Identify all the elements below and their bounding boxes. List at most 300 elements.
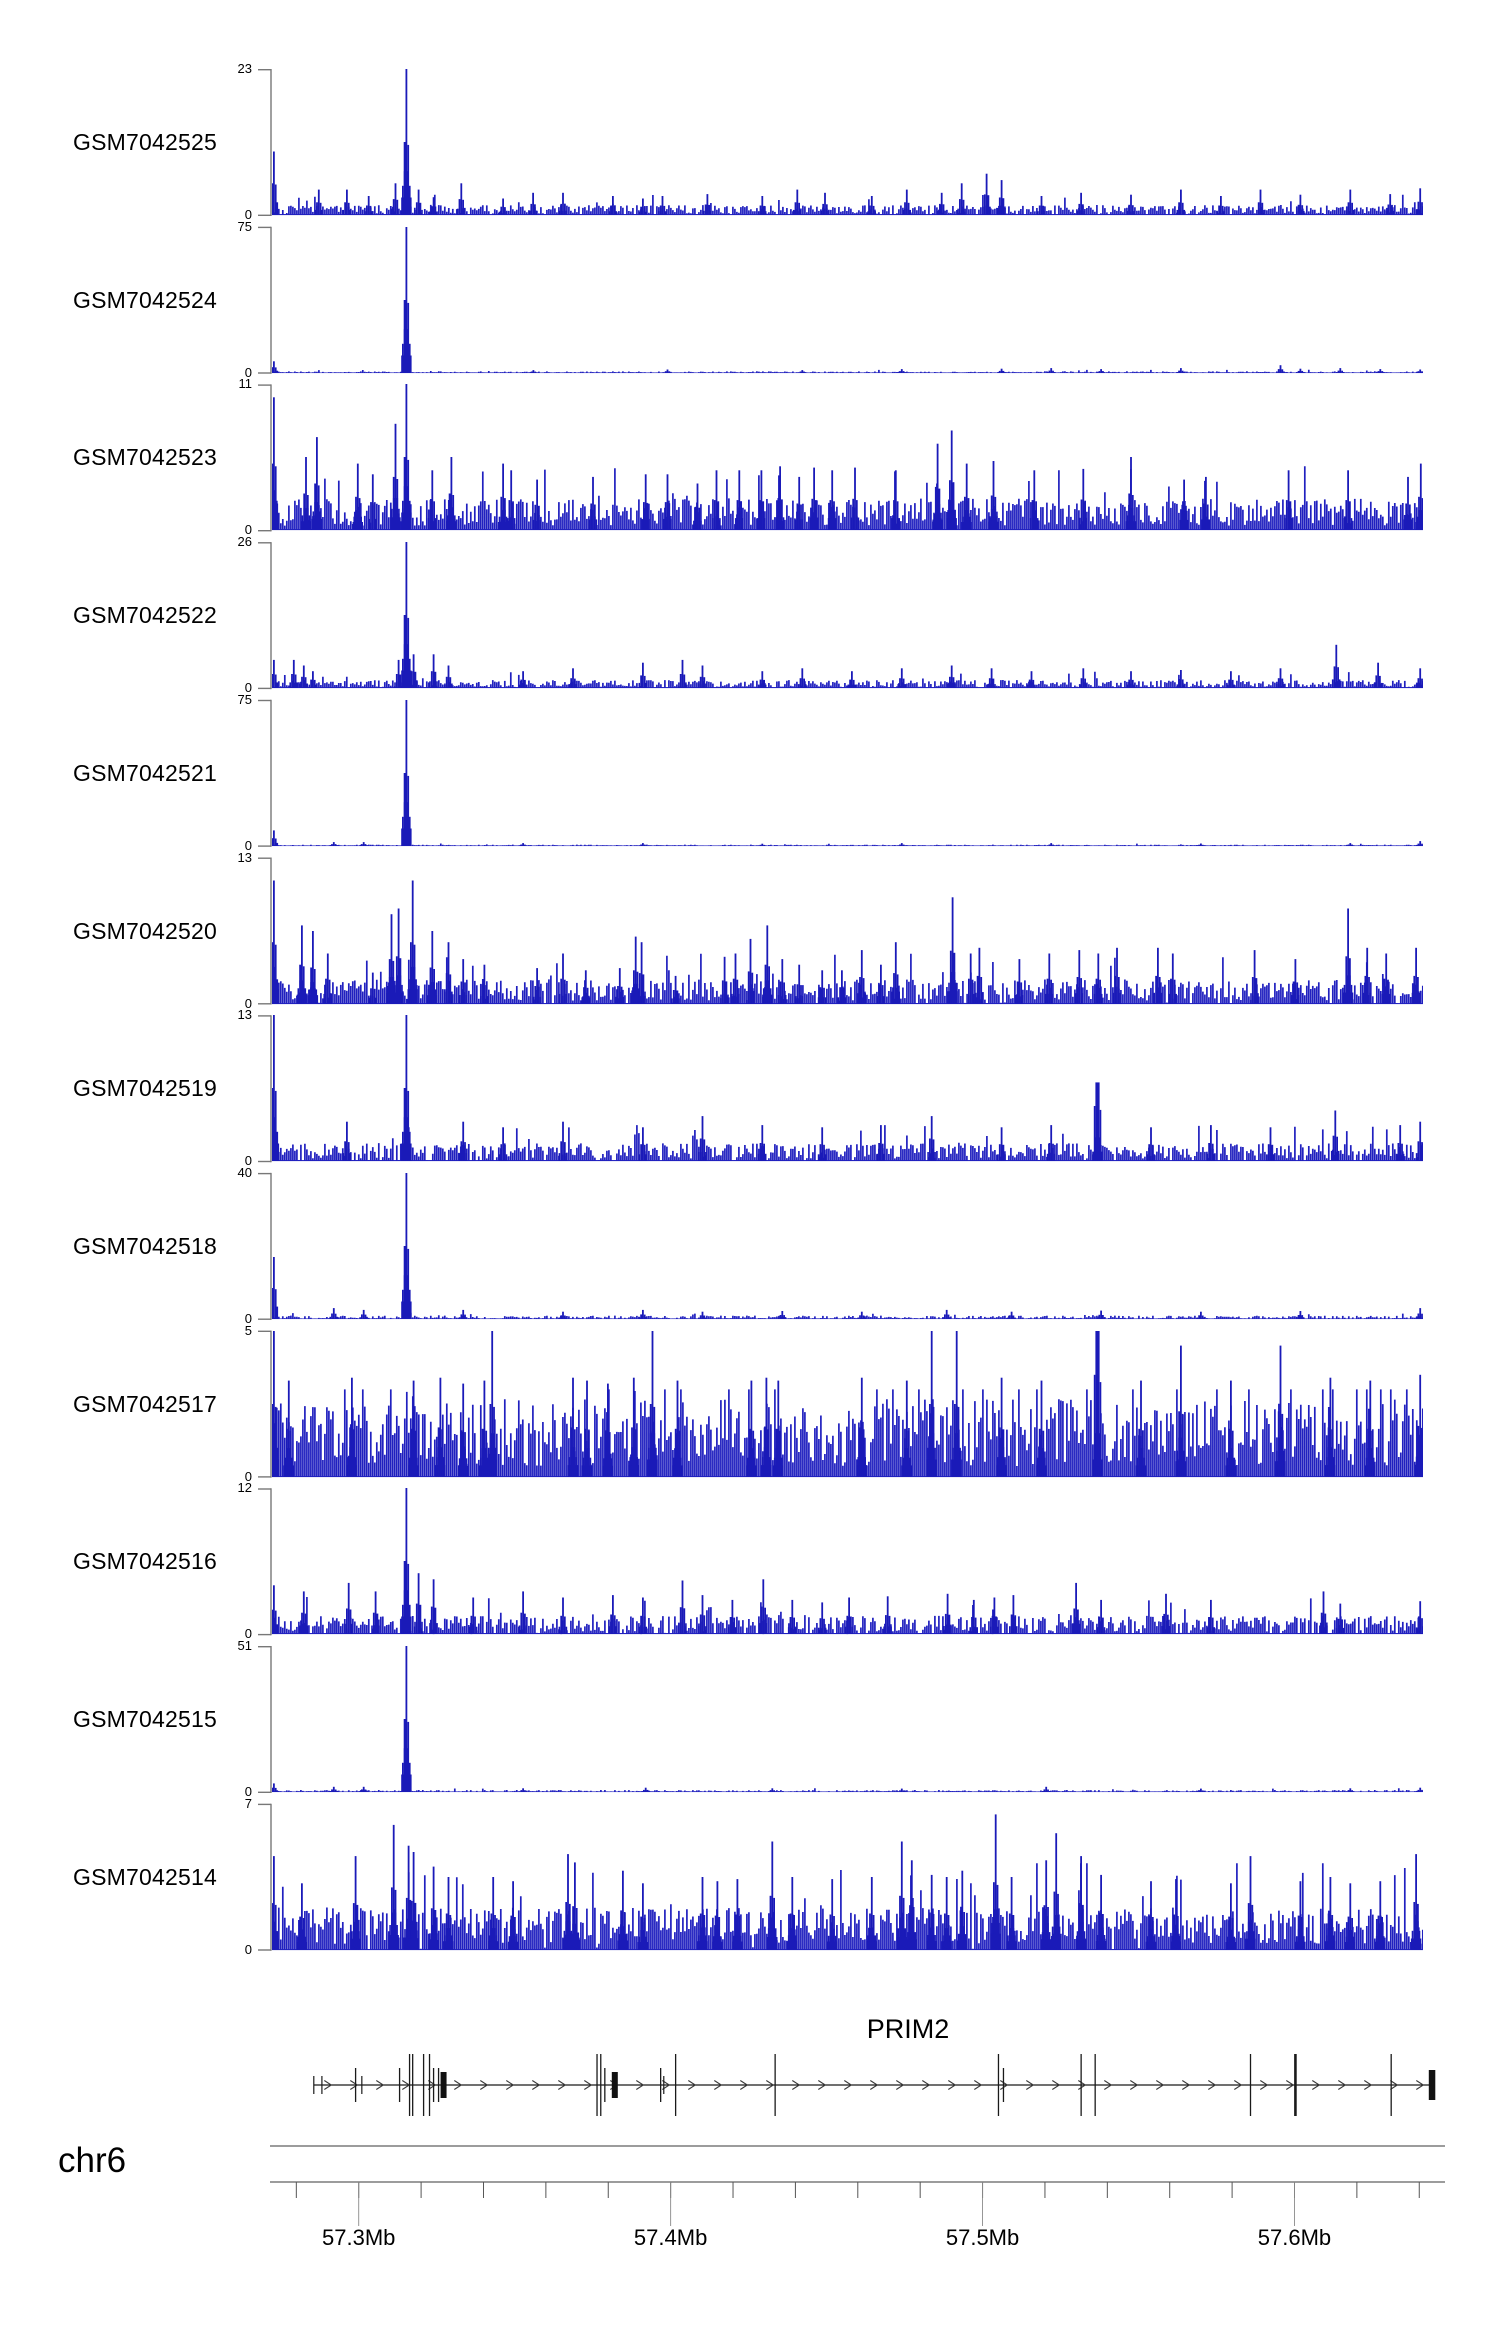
signal-peak bbox=[511, 1929, 516, 1950]
signal-peak bbox=[420, 1605, 422, 1634]
signal-peak bbox=[560, 978, 562, 1003]
signal-peak bbox=[1079, 1624, 1081, 1634]
signal-peak bbox=[720, 994, 722, 1003]
signal-peak bbox=[867, 211, 869, 215]
signal-peak bbox=[464, 982, 466, 1004]
gene-exon-box bbox=[1429, 2070, 1436, 2100]
signal-peak bbox=[277, 1625, 279, 1635]
signal-peak bbox=[1204, 845, 1206, 846]
signal-peak bbox=[929, 1927, 934, 1950]
signal-peak bbox=[761, 843, 763, 845]
signal-peak bbox=[861, 1312, 863, 1319]
signal-peak bbox=[520, 1613, 522, 1634]
signal-peak bbox=[364, 211, 366, 215]
signal-peak bbox=[365, 1314, 367, 1318]
signal-peak bbox=[783, 982, 785, 1004]
signal-peak bbox=[642, 199, 644, 216]
signal-peak bbox=[524, 844, 526, 845]
signal-peak bbox=[275, 185, 277, 216]
signal-peak bbox=[372, 972, 374, 1003]
signal-peak bbox=[581, 997, 583, 1004]
signal-peak bbox=[703, 1315, 705, 1319]
signal-peak bbox=[1290, 502, 1292, 531]
signal-peak bbox=[843, 987, 845, 1003]
signal-peak bbox=[1278, 678, 1280, 688]
signal-peak bbox=[663, 206, 665, 215]
signal-peak bbox=[658, 211, 660, 215]
signal-peak bbox=[363, 1310, 365, 1319]
signal-peak bbox=[1200, 1789, 1202, 1792]
signal-peak bbox=[703, 1140, 705, 1162]
signal-peak bbox=[781, 959, 783, 1004]
signal-peak bbox=[647, 504, 649, 531]
signal-peak bbox=[798, 203, 800, 215]
signal-peak bbox=[764, 518, 766, 530]
signal-peak bbox=[1034, 685, 1036, 688]
signal-peak bbox=[1102, 1315, 1104, 1319]
signal-peak bbox=[878, 984, 880, 1004]
signal-peak bbox=[1075, 1583, 1077, 1634]
signal-peak bbox=[766, 1623, 768, 1634]
signal-peak bbox=[877, 1154, 879, 1161]
signal-peak bbox=[1328, 1447, 1333, 1477]
signal-peak bbox=[1419, 1788, 1421, 1792]
signal-peak bbox=[1080, 193, 1082, 215]
signal-peak bbox=[1339, 368, 1341, 373]
signal-peak bbox=[370, 988, 372, 1004]
signal-peak bbox=[1182, 370, 1184, 372]
signal-peak bbox=[1416, 1791, 1418, 1792]
signal-peak bbox=[1328, 1928, 1333, 1950]
signal-peak bbox=[908, 203, 910, 215]
signal-peak bbox=[562, 193, 564, 215]
signal-peak bbox=[796, 190, 798, 215]
signal-peak bbox=[640, 1930, 645, 1950]
signal-peak bbox=[532, 193, 534, 215]
signal-peak bbox=[821, 211, 823, 215]
signal-peak bbox=[348, 1142, 350, 1161]
signal-peak bbox=[336, 1791, 338, 1792]
signal-peak bbox=[526, 1791, 528, 1792]
signal-peak bbox=[685, 1624, 687, 1635]
signal-peak bbox=[893, 973, 895, 1004]
signal-peak bbox=[1386, 211, 1388, 215]
signal-peak bbox=[1388, 205, 1390, 216]
signal-peak bbox=[1389, 194, 1391, 215]
signal-peak bbox=[1351, 1790, 1353, 1792]
signal-peak bbox=[1016, 1626, 1018, 1634]
signal-peak bbox=[891, 518, 893, 530]
signal-peak bbox=[897, 372, 899, 373]
signal-peak bbox=[1334, 666, 1336, 688]
signal-peak bbox=[740, 502, 742, 531]
signal-peak bbox=[371, 211, 373, 215]
signal-peak bbox=[779, 467, 781, 531]
signal-peak bbox=[683, 675, 685, 689]
signal-peak bbox=[793, 210, 795, 215]
signal-peak bbox=[764, 1608, 766, 1634]
signal-peak bbox=[929, 1139, 931, 1162]
signal-peak bbox=[1132, 680, 1134, 688]
signal-peak bbox=[1343, 1628, 1345, 1634]
signal-peak bbox=[1351, 203, 1353, 215]
signal-peak bbox=[1349, 502, 1351, 531]
signal-peak bbox=[821, 1603, 823, 1635]
signal-peak bbox=[536, 211, 538, 215]
signal-peak bbox=[858, 518, 860, 531]
signal-peak bbox=[368, 997, 370, 1003]
signal-peak bbox=[1349, 843, 1351, 846]
signal-peak bbox=[1353, 845, 1355, 846]
signal-peak bbox=[1100, 1310, 1102, 1318]
signal-peak bbox=[639, 845, 641, 846]
signal-peak bbox=[464, 209, 466, 215]
signal-peak bbox=[765, 1154, 767, 1161]
signal-peak bbox=[703, 1616, 705, 1635]
signal-peak bbox=[909, 1923, 914, 1950]
y-axis-zero-label: 0 bbox=[244, 207, 252, 222]
track-label: GSM7042514 bbox=[73, 1863, 217, 1890]
signal-peak bbox=[678, 1624, 680, 1635]
signal-peak bbox=[1208, 1617, 1210, 1634]
signal-peak bbox=[817, 518, 819, 531]
signal-peak bbox=[314, 680, 316, 688]
signal-peak bbox=[645, 1788, 647, 1792]
track-label: GSM7042523 bbox=[73, 444, 217, 471]
signal-peak bbox=[795, 996, 797, 1004]
signal-peak bbox=[947, 684, 949, 689]
y-axis-bracket bbox=[258, 1488, 271, 1635]
signal-peak bbox=[762, 1580, 764, 1635]
signal-peak bbox=[1009, 1928, 1014, 1950]
signal-peak bbox=[737, 500, 739, 530]
signal-peak bbox=[1044, 1923, 1049, 1950]
signal-peak bbox=[970, 953, 972, 1004]
signal-peak bbox=[803, 679, 805, 688]
signal-peak bbox=[435, 672, 437, 688]
signal-peak bbox=[982, 992, 984, 1003]
signal-peak bbox=[848, 685, 850, 688]
signal-peak bbox=[1405, 504, 1407, 531]
signal-peak bbox=[1204, 1791, 1206, 1792]
signal-peak bbox=[641, 942, 643, 1004]
signal-peak bbox=[1418, 1446, 1423, 1477]
signal-peak bbox=[560, 204, 562, 215]
signal-peak bbox=[305, 677, 307, 688]
signal-peak bbox=[1197, 845, 1199, 846]
signal-peak bbox=[277, 370, 279, 372]
signal-peak bbox=[273, 152, 275, 216]
signal-peak bbox=[780, 981, 782, 1004]
signal-peak bbox=[947, 1594, 949, 1634]
signal-peak bbox=[1004, 208, 1006, 215]
signal-peak bbox=[560, 1141, 562, 1161]
signal-peak bbox=[639, 1154, 641, 1161]
y-axis-bracket bbox=[258, 1173, 271, 1320]
signal-peak bbox=[1084, 211, 1086, 215]
signal-peak bbox=[1210, 1125, 1212, 1161]
signal-peak bbox=[413, 654, 415, 688]
signal-peak bbox=[312, 671, 314, 688]
signal-peak bbox=[348, 1583, 350, 1634]
signal-peak bbox=[346, 1609, 348, 1635]
signal-peak bbox=[540, 996, 542, 1003]
signal-peak bbox=[1042, 206, 1044, 215]
signal-peak bbox=[645, 475, 647, 531]
signal-peak bbox=[504, 207, 506, 215]
signal-peak bbox=[576, 684, 578, 688]
signal-peak bbox=[1258, 202, 1260, 215]
signal-peak bbox=[821, 1127, 823, 1161]
signal-peak bbox=[1419, 1601, 1421, 1634]
signal-peak bbox=[783, 518, 785, 531]
signal-peak bbox=[639, 683, 641, 688]
y-axis-max-label: 23 bbox=[237, 61, 252, 76]
signal-peak bbox=[939, 204, 941, 215]
signal-peak bbox=[1032, 500, 1034, 530]
signal-peak bbox=[642, 663, 644, 688]
signal-peak bbox=[1004, 1154, 1006, 1161]
signal-peak bbox=[1001, 1127, 1003, 1161]
signal-peak bbox=[431, 671, 433, 688]
signal-peak bbox=[1027, 685, 1029, 688]
y-axis-max-label: 13 bbox=[237, 1007, 252, 1023]
signal-peak bbox=[331, 844, 333, 846]
signal-peak bbox=[670, 372, 672, 373]
signal-peak bbox=[562, 953, 564, 1004]
signal-peak bbox=[795, 1627, 797, 1634]
signal-peak bbox=[798, 477, 800, 530]
signal-peak bbox=[1407, 477, 1409, 530]
signal-peak bbox=[800, 985, 802, 1004]
signal-peak bbox=[642, 843, 644, 846]
signal-peak bbox=[1082, 469, 1084, 530]
signal-peak bbox=[640, 1144, 642, 1161]
signal-peak bbox=[746, 991, 748, 1004]
signal-peak bbox=[1418, 1313, 1420, 1319]
signal-peak bbox=[323, 993, 325, 1003]
signal-peak bbox=[1047, 1790, 1049, 1793]
signal-peak bbox=[959, 199, 961, 215]
signal-peak bbox=[1232, 680, 1234, 688]
signal-peak bbox=[329, 845, 331, 846]
signal-peak bbox=[393, 498, 398, 530]
signal-peak bbox=[617, 986, 619, 1004]
signal-peak bbox=[758, 685, 760, 688]
signal-peak bbox=[897, 974, 899, 1004]
signal-peak bbox=[1351, 844, 1353, 845]
signal-peak bbox=[650, 1433, 655, 1477]
signal-peak bbox=[1303, 372, 1305, 373]
signal-peak bbox=[798, 684, 800, 688]
signal-peak bbox=[1004, 372, 1006, 373]
signal-peak bbox=[622, 996, 624, 1003]
signal-peak bbox=[1261, 203, 1263, 215]
signal-peak bbox=[438, 1447, 443, 1477]
signal-peak bbox=[587, 987, 589, 1003]
signal-peak bbox=[275, 838, 277, 846]
signal-peak bbox=[534, 204, 536, 215]
signal-peak bbox=[935, 504, 940, 530]
signal-peak bbox=[1120, 992, 1122, 1003]
signal-peak bbox=[800, 210, 802, 215]
signal-peak bbox=[1157, 947, 1159, 1003]
signal-peak bbox=[368, 196, 370, 215]
signal-peak bbox=[536, 372, 538, 373]
signal-peak bbox=[277, 202, 279, 215]
signal-peak bbox=[502, 199, 504, 216]
signal-peak bbox=[1419, 188, 1421, 215]
signal-peak bbox=[798, 372, 800, 373]
signal-peak bbox=[1335, 645, 1337, 688]
signal-peak bbox=[1203, 504, 1205, 531]
signal-peak bbox=[333, 842, 335, 846]
signal-peak bbox=[1138, 1448, 1143, 1477]
signal-peak bbox=[880, 1125, 882, 1161]
signal-peak bbox=[791, 1600, 793, 1634]
signal-peak bbox=[1134, 685, 1136, 688]
signal-peak bbox=[416, 202, 418, 215]
signal-peak bbox=[299, 980, 304, 1004]
signal-noise-bars bbox=[273, 1125, 1423, 1161]
signal-peak bbox=[614, 1616, 616, 1635]
signal-peak bbox=[614, 206, 616, 215]
signal-peak bbox=[1385, 953, 1387, 1004]
signal-peak bbox=[1421, 679, 1423, 688]
signal-peak bbox=[559, 993, 561, 1003]
signal-peak bbox=[469, 1627, 471, 1634]
signal-peak bbox=[459, 995, 461, 1004]
signal-peak bbox=[712, 518, 714, 530]
signal-peak bbox=[1366, 947, 1368, 1003]
signal-peak bbox=[1381, 683, 1383, 688]
signal-peak bbox=[1045, 1787, 1047, 1792]
signal-peak bbox=[457, 209, 459, 215]
signal-peak bbox=[400, 675, 402, 689]
signal-peak bbox=[1020, 982, 1022, 1004]
signal-peak bbox=[877, 996, 879, 1004]
signal-peak bbox=[1278, 369, 1280, 373]
signal-peak bbox=[524, 680, 526, 688]
signal-peak bbox=[934, 1152, 936, 1161]
signal-peak bbox=[272, 1117, 277, 1161]
signal-peak bbox=[482, 1448, 487, 1477]
signal-peak bbox=[570, 1447, 575, 1477]
signal-peak bbox=[765, 845, 767, 846]
signal-peak bbox=[596, 520, 598, 531]
signal-peak bbox=[1210, 1600, 1212, 1634]
signal-peak bbox=[1050, 1125, 1052, 1161]
signal-peak bbox=[519, 845, 521, 846]
signal-peak bbox=[389, 977, 394, 1004]
signal-peak bbox=[361, 1314, 363, 1319]
signal-peak bbox=[1416, 210, 1418, 215]
signal-peak bbox=[585, 970, 587, 1004]
signal-peak bbox=[942, 1317, 944, 1319]
signal-peak bbox=[372, 475, 374, 531]
signal-peak bbox=[1257, 993, 1259, 1004]
signal-peak bbox=[1052, 844, 1054, 845]
signal-peak bbox=[678, 682, 680, 688]
signal-peak bbox=[1095, 1138, 1100, 1162]
signal-peak bbox=[584, 1448, 589, 1477]
signal-peak bbox=[941, 193, 943, 215]
signal-peak bbox=[1086, 518, 1088, 530]
signal-peak bbox=[724, 956, 726, 1003]
signal-peak bbox=[462, 1310, 464, 1319]
signal-peak bbox=[944, 211, 946, 215]
signal-peak bbox=[566, 1153, 568, 1161]
signal-peak bbox=[1037, 518, 1039, 530]
signal-peak bbox=[430, 500, 432, 530]
signal-peak bbox=[1099, 979, 1101, 1003]
signal-peak bbox=[1416, 684, 1418, 688]
signal-peak bbox=[904, 845, 906, 846]
signal-peak bbox=[1293, 981, 1295, 1004]
signal-peak bbox=[1252, 977, 1254, 1004]
signal-peak bbox=[472, 1598, 474, 1635]
y-axis-zero-label: 0 bbox=[244, 1626, 252, 1642]
signal-peak bbox=[1291, 518, 1293, 530]
signal-peak bbox=[904, 1791, 906, 1792]
signal-peak bbox=[562, 1598, 564, 1635]
signal-track-plot bbox=[272, 698, 1423, 848]
y-axis-bracket bbox=[258, 227, 271, 374]
signal-peak bbox=[325, 978, 327, 1003]
signal-peak bbox=[1301, 371, 1303, 373]
track-label: GSM7042516 bbox=[73, 1548, 217, 1575]
signal-peak bbox=[680, 674, 682, 688]
signal-peak bbox=[1130, 671, 1132, 688]
signal-peak bbox=[361, 1789, 363, 1792]
signal-peak bbox=[448, 666, 450, 689]
signal-peak bbox=[851, 518, 853, 531]
signal-peak bbox=[464, 1142, 466, 1161]
signal-peak bbox=[781, 500, 783, 531]
signal-peak bbox=[320, 203, 322, 215]
signal-peak bbox=[471, 1616, 473, 1634]
signal-peak bbox=[531, 371, 533, 373]
signal-peak bbox=[1011, 1312, 1013, 1319]
signal-peak bbox=[1256, 978, 1258, 1004]
signal-peak bbox=[1077, 1610, 1079, 1635]
signal-peak bbox=[957, 209, 959, 215]
signal-peak bbox=[1148, 1144, 1150, 1161]
signal-peak bbox=[1416, 372, 1418, 373]
signal-peak bbox=[1324, 1614, 1326, 1634]
signal-peak bbox=[1114, 975, 1116, 1003]
signal-baseline-strip bbox=[272, 529, 1423, 530]
signal-peak bbox=[1338, 370, 1340, 372]
signal-peak bbox=[1200, 1312, 1202, 1319]
signal-peak bbox=[997, 372, 999, 373]
signal-peak bbox=[351, 1624, 353, 1634]
signal-peak bbox=[1209, 520, 1211, 531]
signal-peak bbox=[1288, 471, 1290, 531]
signal-peak bbox=[540, 520, 542, 530]
signal-peak bbox=[665, 371, 667, 373]
signal-peak bbox=[1150, 1127, 1152, 1161]
signal-peak bbox=[1298, 1315, 1300, 1319]
signal-peak bbox=[874, 211, 876, 215]
signal-peak bbox=[859, 1447, 864, 1477]
signal-peak bbox=[639, 212, 641, 215]
signal-peak bbox=[818, 997, 820, 1004]
signal-peak bbox=[1118, 977, 1120, 1004]
signal-peak bbox=[1375, 675, 1377, 688]
signal-peak bbox=[1300, 1311, 1302, 1319]
signal-noise-bars bbox=[273, 195, 1423, 215]
